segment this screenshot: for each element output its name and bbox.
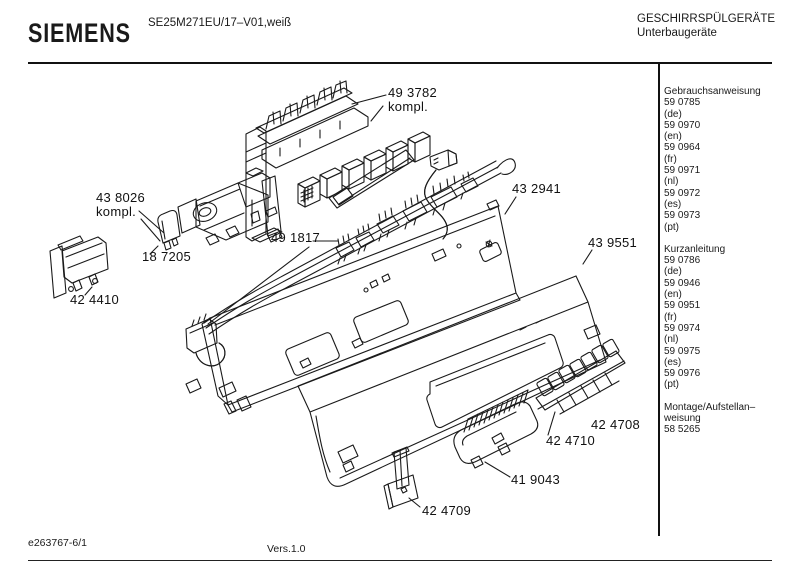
doc-line: (es)	[664, 198, 682, 210]
doc-line: 59 0785	[664, 97, 701, 109]
doc-line: 59 0972	[664, 187, 701, 199]
doc-line: (pt)	[664, 379, 679, 391]
doc-line: (es)	[664, 356, 682, 368]
doc-line: (en)	[664, 131, 682, 143]
doc-line: 59 0971	[664, 165, 701, 177]
category-title: GESCHIRRSPÜLGERÄTE	[637, 13, 776, 25]
doc-line: 59 0786	[664, 255, 701, 267]
doc-line: weisung	[664, 413, 701, 425]
doc-line: 59 0951	[664, 300, 701, 312]
doc-line: 58 5265	[664, 424, 701, 436]
doc-line: (nl)	[664, 334, 679, 346]
part-label-43-2941: 43 2941	[512, 181, 562, 196]
button-strip-drawing	[536, 339, 625, 414]
part-label-42-4709: 42 4709	[422, 503, 472, 518]
part-label-42-4410: 42 4410	[70, 292, 120, 307]
doc-line: (de)	[664, 108, 682, 120]
doc-line: (de)	[664, 266, 682, 278]
category-subtitle: Unterbaugeräte	[637, 26, 717, 39]
doc-line: Gebrauchsanweisung	[664, 86, 761, 97]
part-label-49-1817: 49 1817	[271, 230, 321, 245]
document-number: e263767-6/1	[28, 537, 87, 549]
brand-logo: SIEMENS	[28, 18, 131, 48]
doc-line: 59 0973	[664, 210, 701, 222]
doc-line: (fr)	[664, 153, 677, 165]
doc-line: 59 0974	[664, 322, 701, 334]
doc-line: (fr)	[664, 311, 677, 323]
doc-line: (en)	[664, 289, 682, 301]
part-label-18-7205: 18 7205	[142, 249, 192, 264]
doc-line: 59 0970	[664, 119, 701, 131]
doc-line: Kurzanleitung	[664, 243, 726, 255]
doc-line: 59 0946	[664, 277, 701, 289]
doc-line: 59 0976	[664, 368, 701, 380]
model-number: SE25M271EU/17–V01,weiß	[148, 17, 292, 29]
handle-drawing	[454, 390, 538, 468]
doc-line: 59 0964	[664, 142, 701, 154]
version-label: Vers.1.0	[267, 543, 306, 555]
plug-wire-drawing	[425, 150, 457, 239]
part-label-42-4710: 42 4710	[546, 433, 596, 448]
doc-line: 59 0975	[664, 345, 701, 357]
doc-line: Montage/Aufstellan–	[664, 401, 756, 413]
inner-panel-drawing	[186, 200, 520, 414]
doc-line: (pt)	[664, 221, 679, 233]
part-label-43-9551: 43 9551	[588, 235, 638, 250]
door-switch-drawing	[50, 236, 108, 298]
part-label-49-3782: 49 3782 kompl.	[388, 85, 438, 114]
part-label-43-8026: 43 8026 kompl.	[96, 190, 146, 219]
part-label-42-4708: 42 4708	[591, 417, 641, 432]
doc-line: (nl)	[664, 176, 679, 188]
front-panel-drawing	[298, 276, 606, 486]
part-label-41-9043: 41 9043	[511, 472, 561, 487]
ribbon-cable-drawing	[186, 159, 515, 366]
